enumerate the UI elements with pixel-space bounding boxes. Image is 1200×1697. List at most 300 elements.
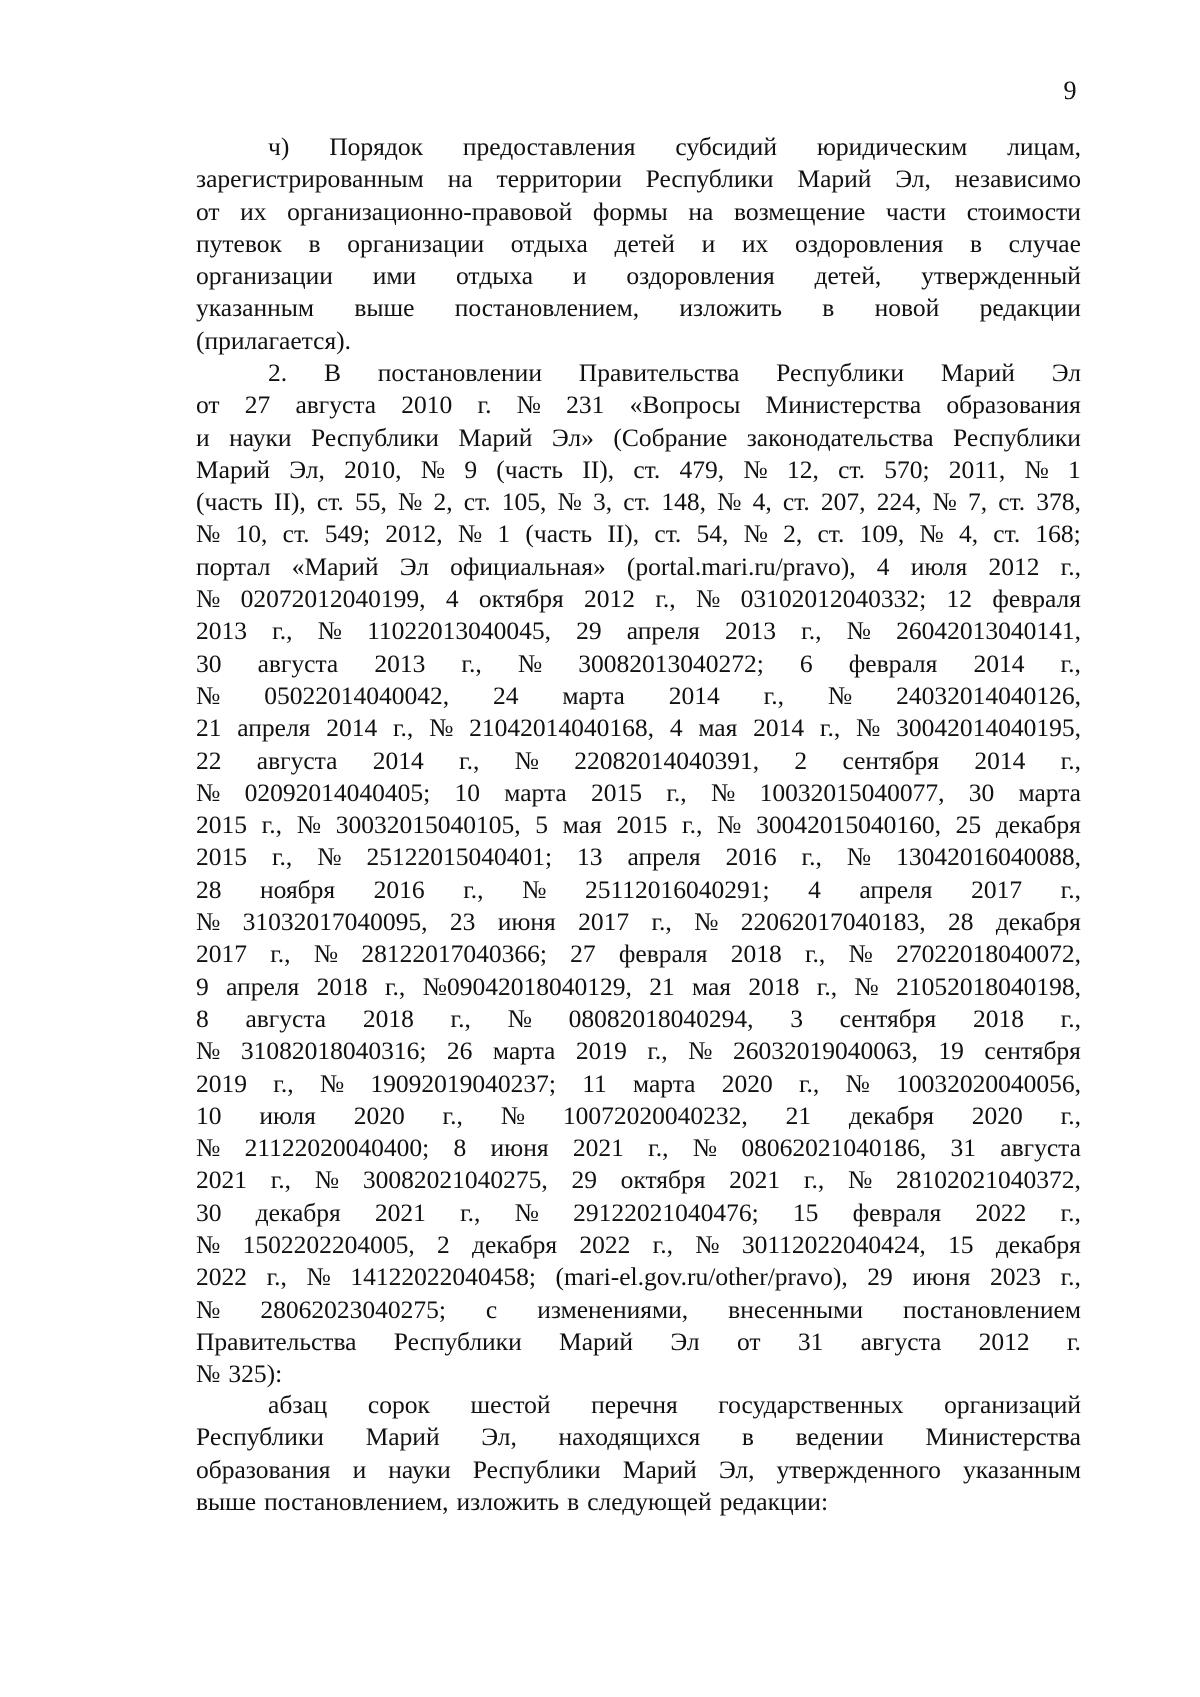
word: территории — [496, 164, 622, 194]
word: 2012, — [385, 519, 443, 549]
word: г., — [801, 616, 822, 646]
word: В — [323, 358, 341, 387]
word: 2015 — [591, 777, 643, 807]
word: 1 — [1068, 454, 1081, 484]
word: г., — [1060, 1003, 1081, 1033]
word: изложить — [456, 1486, 560, 1516]
text-line — [196, 228, 1081, 260]
word: № — [717, 487, 742, 517]
word: 2013 — [196, 616, 247, 646]
word: 13 — [577, 842, 603, 872]
word: 23 — [449, 907, 476, 937]
word: г., — [461, 648, 482, 678]
word: апреля — [237, 713, 311, 743]
word: II), — [607, 519, 640, 549]
word: № — [196, 1359, 221, 1389]
word: Республики — [311, 422, 439, 452]
word: 1502202204005, — [242, 1230, 415, 1260]
text-line — [196, 1003, 1081, 1035]
word: новой — [874, 293, 940, 323]
text-line — [196, 841, 1081, 873]
word: 25 — [955, 810, 982, 840]
word: детей, — [814, 261, 882, 291]
word: ст. — [633, 454, 661, 484]
word: с — [485, 1294, 498, 1324]
word: их — [240, 196, 267, 226]
word: ими — [372, 261, 417, 291]
word: 7, — [967, 487, 988, 517]
word: апреля — [859, 874, 933, 904]
text-line — [196, 131, 1081, 163]
word: 2, — [783, 519, 803, 549]
word: г., — [460, 1197, 481, 1227]
word: 05022014040042, — [264, 680, 450, 710]
word: 30082013040272; — [578, 648, 764, 678]
text-line — [196, 874, 1081, 906]
word: 2021 — [196, 1165, 247, 1195]
word: декабря — [995, 1230, 1081, 1260]
word: г., — [801, 842, 822, 872]
word: № — [196, 584, 221, 614]
word: 26 — [446, 1036, 473, 1066]
word: № — [517, 648, 543, 678]
text-line — [196, 1197, 1081, 1229]
text-line — [196, 1454, 1081, 1486]
word: 2016 — [725, 842, 777, 872]
word: оздоровления — [794, 228, 944, 258]
word: 148, — [661, 487, 706, 517]
word: г., — [270, 939, 291, 969]
word: 3 — [790, 1003, 803, 1033]
word: в — [741, 1422, 754, 1452]
word: Эл, — [718, 1454, 755, 1484]
page-number: 9 — [1063, 76, 1077, 105]
word: 02072012040199, — [240, 584, 426, 614]
word: сорок — [367, 1390, 430, 1419]
word: 105, — [501, 487, 547, 517]
word: июня — [912, 1262, 971, 1292]
paragraph-2 — [196, 357, 1081, 1391]
word: 29122021040476; — [573, 1197, 759, 1227]
word: Министерства — [925, 1422, 1081, 1452]
word: № — [855, 713, 881, 743]
word: г., — [798, 1068, 820, 1098]
word: Марий — [365, 1422, 440, 1452]
word: II), — [273, 487, 306, 517]
word: науки — [229, 422, 292, 452]
word: 29 — [576, 616, 602, 646]
word: 24032014040126, — [896, 680, 1081, 710]
word: науки — [388, 1454, 451, 1484]
word: ст. — [998, 487, 1026, 517]
word: возмещение — [733, 196, 866, 226]
word: № — [514, 1197, 539, 1227]
word: формы — [592, 196, 668, 226]
word: от — [736, 1326, 761, 1356]
word: (mari-el.gov.ru/other/pravo), — [555, 1262, 848, 1292]
word: декабря — [995, 907, 1081, 937]
word: ст. — [838, 454, 865, 484]
word: утвержденного — [776, 1454, 941, 1484]
word: зарегистрированным — [196, 164, 424, 194]
word: (часть — [525, 519, 593, 549]
word: № — [1024, 454, 1049, 484]
word: августа — [295, 390, 377, 420]
text-line — [196, 1100, 1081, 1132]
word: г., — [1060, 648, 1081, 678]
text-line — [196, 260, 1081, 292]
word: № — [743, 519, 768, 549]
word: 2018 — [316, 971, 368, 1001]
word: перечня — [591, 1390, 678, 1419]
word: 2018 — [730, 939, 782, 969]
text-line — [196, 1068, 1081, 1100]
word: 21 — [649, 971, 675, 1001]
word: 31032017040095, — [242, 907, 428, 937]
word: 2. — [268, 358, 288, 387]
word: в — [308, 228, 321, 258]
word: законодательства — [746, 422, 934, 452]
word: № — [196, 907, 221, 937]
text-line — [196, 648, 1081, 680]
word: 03102012040332; — [740, 584, 927, 614]
word: 02092014040405; — [244, 777, 431, 807]
word: 2012 — [584, 584, 636, 614]
word: 2014 — [326, 713, 378, 743]
word: 549; — [324, 519, 371, 549]
word: 2018 — [362, 1003, 414, 1033]
word: сентября — [842, 745, 940, 775]
word: августа — [256, 745, 338, 775]
word: № — [695, 584, 721, 614]
word: 1 — [497, 519, 511, 549]
word: 9 — [464, 454, 478, 484]
word: № — [854, 971, 879, 1001]
word: № — [306, 1262, 331, 1292]
word: Эл — [670, 1326, 700, 1356]
word: 28 — [196, 874, 222, 904]
word: 21 — [785, 1100, 812, 1130]
text-line — [196, 325, 1081, 357]
word: 2021 — [572, 1133, 624, 1163]
word: указанным — [196, 293, 315, 323]
word: случае — [1008, 228, 1081, 258]
text-line — [196, 1358, 1081, 1390]
word: изменениями, — [537, 1294, 689, 1324]
word: 2014 — [974, 745, 1026, 775]
word: 2019 — [575, 1036, 627, 1066]
word: г., — [270, 1165, 292, 1195]
word: 28062023040275; — [260, 1294, 446, 1324]
word: ст. — [654, 519, 682, 549]
word: юридическим — [816, 132, 968, 161]
word: апреля — [626, 616, 700, 646]
word: 10, — [235, 519, 268, 549]
word: 2014 — [973, 648, 1025, 678]
word: 2020 — [971, 1100, 1023, 1130]
word: декабря — [255, 1197, 341, 1227]
word: их — [741, 228, 769, 258]
word: ст. — [782, 487, 810, 517]
word: 21 — [196, 713, 222, 743]
word: «Вопросы — [629, 390, 741, 420]
word: г., — [655, 584, 676, 614]
word: на — [688, 196, 714, 226]
word: г., — [666, 777, 687, 807]
word: 2014 — [668, 680, 720, 710]
word: 2014 — [372, 745, 424, 775]
text-line — [196, 906, 1081, 938]
word: № — [196, 1294, 221, 1324]
word: 28122017040366; — [361, 939, 547, 969]
word: г., — [442, 1100, 463, 1130]
word: портал — [196, 551, 271, 581]
word: 28 — [947, 907, 974, 937]
word: (Собрание — [613, 422, 728, 452]
word: № — [717, 810, 742, 840]
word: № — [500, 1100, 526, 1130]
word: № — [919, 519, 944, 549]
text-line — [196, 454, 1081, 486]
word: в — [969, 228, 983, 258]
text-line — [196, 1132, 1081, 1164]
word: 30 — [196, 648, 222, 678]
word: 26042013040141, — [896, 616, 1081, 646]
text-line — [196, 938, 1081, 970]
word: 9 — [196, 971, 209, 1001]
word: Эл» — [551, 422, 594, 452]
word: № — [557, 487, 582, 517]
word: Эл, — [895, 164, 931, 194]
word: № — [196, 519, 221, 549]
word: «Марий — [291, 551, 379, 581]
word: № — [196, 1230, 221, 1260]
word: и — [572, 261, 587, 291]
text-line — [196, 486, 1081, 518]
word: и — [701, 228, 716, 258]
word: ст. — [282, 519, 310, 549]
word: постановлением, — [454, 293, 640, 323]
word: 3, — [593, 487, 613, 517]
word: 30 — [968, 777, 995, 807]
word: ведении — [795, 1422, 884, 1452]
word: декабря — [995, 810, 1081, 840]
word: марта — [1018, 777, 1081, 807]
word: 31 — [797, 1326, 824, 1356]
word: (прилагается). — [196, 325, 352, 355]
text-line — [196, 1164, 1081, 1196]
word: № — [710, 777, 736, 807]
word: Правительства — [196, 1326, 357, 1356]
word: г., — [647, 1036, 668, 1066]
word: ч) — [268, 132, 290, 161]
word: № — [692, 1133, 718, 1163]
word: 12 — [946, 584, 973, 614]
word: отдыха — [455, 261, 534, 291]
word: № — [827, 680, 853, 710]
word: II), — [582, 454, 615, 484]
word: 8 — [453, 1133, 467, 1163]
word: 325): — [228, 1359, 283, 1389]
word: 30042015040160, — [756, 810, 941, 840]
text-line — [196, 1294, 1081, 1326]
word: 4 — [876, 551, 890, 581]
word: 10072020040232, — [562, 1100, 748, 1130]
word: 2020 — [721, 1068, 773, 1098]
word: г., — [1060, 745, 1081, 775]
word: октября — [478, 584, 564, 614]
word: 30112022040424, — [741, 1230, 926, 1260]
word: февраля — [852, 1197, 942, 1227]
word: Республики — [393, 1326, 522, 1356]
word: № — [420, 454, 446, 484]
word: путевок — [196, 228, 282, 258]
word: г., — [261, 810, 283, 840]
word: 30 — [196, 1197, 222, 1227]
word: Эл — [399, 551, 429, 581]
word: 29 — [867, 1262, 893, 1292]
word: организации — [347, 228, 485, 258]
word: г., — [463, 874, 484, 904]
word: 15 — [792, 1197, 819, 1227]
word: 2 — [794, 745, 808, 775]
word: 10032020040056, — [896, 1068, 1081, 1098]
word: 231 — [566, 390, 605, 420]
word: 14122022040458; — [350, 1262, 536, 1292]
word: детей — [614, 228, 675, 258]
word: 570; — [884, 454, 930, 484]
word: 2013 — [374, 648, 426, 678]
word: № — [314, 1165, 340, 1195]
word: находящихся — [558, 1422, 701, 1452]
word: № — [743, 454, 768, 484]
word: № — [317, 842, 342, 872]
word: внесенными — [728, 1294, 863, 1324]
word: официальная» — [450, 551, 606, 581]
word: г., — [384, 971, 406, 1001]
word: 21122020040400; — [244, 1133, 430, 1163]
word: № — [695, 1230, 720, 1260]
word: лицам, — [1007, 132, 1081, 161]
word: № — [429, 713, 454, 743]
text-line — [196, 163, 1081, 195]
word: г., — [459, 745, 480, 775]
word: редакции: — [719, 1486, 829, 1516]
word: июля — [259, 1100, 316, 1130]
word: февраля — [848, 648, 938, 678]
word: 4 — [808, 874, 821, 904]
word: следующей — [587, 1486, 712, 1516]
word: 2018 — [972, 1003, 1024, 1033]
text-line — [196, 1035, 1081, 1067]
text-line — [196, 389, 1081, 421]
word: ст. — [993, 519, 1021, 549]
word: 10 — [196, 1100, 222, 1130]
word: декабря — [848, 1100, 934, 1130]
text-line — [196, 745, 1081, 777]
word: 10032015040077, — [759, 777, 945, 807]
word: (часть — [196, 487, 263, 517]
word: 27 — [244, 390, 271, 420]
word: постановлении — [377, 358, 542, 387]
word: г., — [271, 842, 293, 872]
word: мая — [698, 713, 738, 743]
text-line — [196, 680, 1081, 712]
word: г., — [1060, 551, 1081, 581]
word: 2015 — [616, 810, 668, 840]
word: 2 — [437, 1230, 450, 1260]
word: от — [196, 196, 220, 226]
word: 54, — [696, 519, 729, 549]
word: 22082014040391, — [574, 745, 760, 775]
word: г., — [819, 713, 841, 743]
word: Республики — [953, 422, 1081, 452]
word: № — [457, 519, 483, 549]
word: Республики — [472, 1454, 601, 1484]
word: 2017 — [196, 939, 247, 969]
word: 8 — [196, 1003, 209, 1033]
word: апреля — [226, 971, 300, 1001]
word: Марий — [458, 422, 533, 452]
word: независимо — [954, 164, 1081, 194]
word: 22 — [196, 745, 222, 775]
word: 2017 — [971, 874, 1023, 904]
word: августа — [245, 1003, 327, 1033]
text-line — [196, 357, 1081, 389]
word: № — [932, 487, 957, 517]
word: 2021 — [374, 1197, 426, 1227]
word: государственных — [718, 1390, 904, 1419]
word: выше — [354, 293, 415, 323]
word: № — [397, 487, 423, 517]
word: августа — [257, 648, 339, 678]
word: (portal.mari.ru/pravo), — [626, 551, 856, 581]
text-line — [196, 583, 1081, 615]
word: 27 — [570, 939, 596, 969]
word: г., — [763, 680, 784, 710]
word: 2020 — [353, 1100, 405, 1130]
word: 19092019040237; — [370, 1068, 556, 1098]
word: № — [846, 616, 871, 646]
word: августа — [1000, 1133, 1081, 1163]
text-line — [196, 1229, 1081, 1261]
word: 28102021040372, — [896, 1165, 1081, 1195]
word: июня — [497, 907, 556, 937]
word: № — [196, 680, 221, 710]
word: организаций — [944, 1390, 1081, 1419]
word: № — [846, 842, 872, 872]
word: декабря — [472, 1230, 558, 1260]
word: г., — [652, 1230, 673, 1260]
word: № — [196, 777, 221, 807]
word: 2, — [433, 487, 453, 517]
word: № — [516, 390, 541, 420]
word: 4, — [958, 519, 979, 549]
word: мая — [692, 971, 732, 1001]
word: 2017 — [578, 907, 630, 937]
word: № — [845, 1068, 870, 1098]
word: 08062021040186, — [741, 1133, 927, 1163]
word: Порядок — [329, 132, 423, 161]
word: 10 — [454, 777, 480, 807]
word: Марий — [797, 164, 872, 194]
word: 19 — [938, 1036, 964, 1066]
word: оздоровления — [626, 261, 775, 291]
text-line — [196, 551, 1081, 583]
word: и — [196, 422, 210, 452]
word: 378, — [1036, 487, 1081, 517]
word: г. — [477, 390, 492, 420]
